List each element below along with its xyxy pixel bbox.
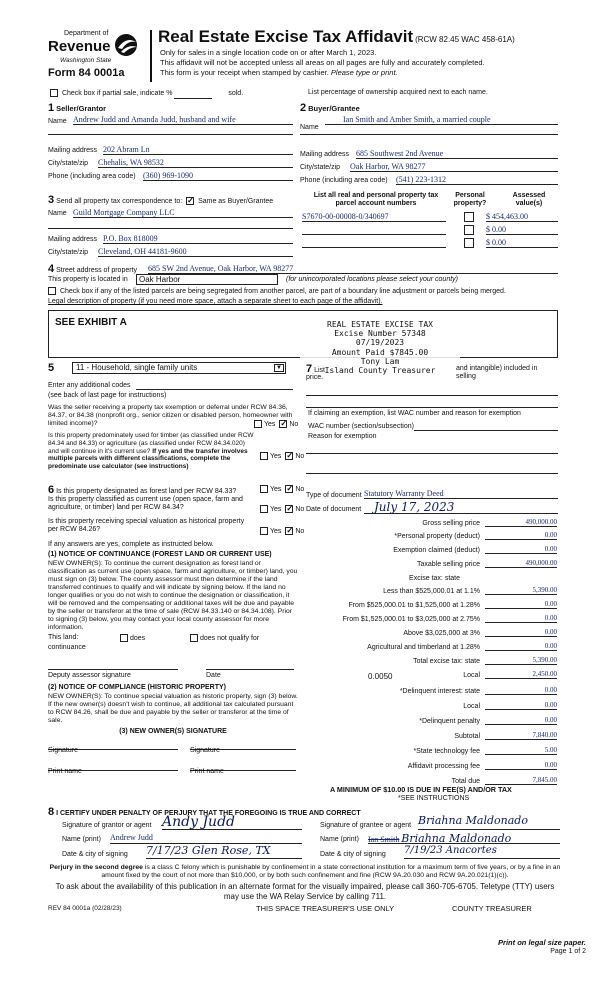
buyer-mail-row [300, 151, 558, 159]
reason-label: Reason for exemption [308, 433, 377, 440]
seller-city-value: Chehalis, WA 98532 [98, 158, 164, 167]
exemption-question-text: Was the seller receiving a property tax exemption or deferral under RCW 84.36, 84.37, or 84.38 (nonprofit org., senior citizen or disabled person, homeowner with limited income)? [48, 404, 293, 428]
logo-state: Washington State [60, 57, 112, 64]
header-line-1: Only for sales in a single location code on or after March 1, 2023. [160, 48, 377, 57]
doc-type-field[interactable] [364, 489, 558, 499]
seller-city-field[interactable] [98, 158, 293, 168]
this-land-label: This land: [48, 634, 79, 641]
delinquent-state-label: *Delinquent interest: state [399, 688, 480, 695]
seller-title: Seller/Grantor [56, 104, 107, 113]
local-label: Local [463, 672, 480, 679]
stamp-line-4: Amount Paid $7845.00 [331, 347, 429, 357]
additional-codes-row [48, 382, 293, 390]
assessed-value-1[interactable] [486, 212, 558, 222]
parcel-row-2[interactable] [302, 225, 446, 235]
logo-dept: Department of [64, 30, 109, 37]
new-owner-signature-title: (3) NEW OWNER(S) SIGNATURE [119, 728, 227, 735]
use-code-value: 11 - Household, single family units [76, 363, 198, 372]
local-value[interactable]: 2,450.00 [485, 670, 557, 679]
excise-state-label: Excise tax: state [409, 575, 460, 582]
penalty-label: *Delinquent penalty [419, 718, 480, 725]
logo [48, 30, 148, 82]
wac-label: WAC number (section/subsection) [308, 423, 414, 430]
forest-yes-label: Yes [270, 485, 282, 493]
grantee-name-field[interactable] [368, 832, 560, 844]
current-use-yes-checkbox[interactable] [260, 505, 268, 513]
see-instructions-note: *SEE INSTRUCTIONS [398, 795, 470, 802]
personal-property-checkbox-1[interactable] [464, 212, 474, 222]
header-divider [150, 30, 152, 82]
forest-no-checkbox[interactable]: ✓ [286, 484, 294, 493]
grantee-date-row [320, 845, 560, 859]
if-yes-note: If any answers are yes, complete as instructed below. [48, 541, 214, 548]
section7-tail: and intangible) included in selling [456, 365, 538, 381]
partial-sale-label: Check box if partial sale, indicate % [61, 89, 173, 97]
section8-num: 8 [48, 806, 55, 818]
historic-question: Is this property receiving special valuation as historical property per RCW 84.26? [48, 518, 245, 534]
legal-size-note: Print on legal size paper. [498, 938, 586, 947]
stamp-line-3: 07/19/2023 [355, 338, 405, 348]
land-does-label: does [130, 634, 146, 642]
grantor-signature-value: Andy Judd [162, 814, 236, 830]
parcel-number-1: S7670-00-00008-0/340697 [302, 212, 389, 221]
ownership-note: List percentage of ownership acquired next to each name. [308, 89, 488, 96]
current-use-yes-label: Yes [270, 505, 282, 513]
grantor-name-label: Name (print) [62, 836, 101, 843]
legal-description-label: Legal description of property (if you need more space, attach a separate sheet to each page of the affidavit). [48, 298, 383, 305]
section3-city-field[interactable] [98, 247, 293, 257]
current-use-question: Is this property classified as current use (open space, farm and agriculture, or timber) land per RCW 84.34? [48, 496, 243, 512]
section5-num: 5 [48, 362, 55, 374]
land-does-not-label: does not qualify for [200, 634, 260, 642]
buyer-name-label: Name [300, 124, 319, 131]
bracket-3-label: From $1,525,000.01 to $3,025,000 at 2.75% [342, 616, 480, 623]
exemption-yes-no [252, 420, 298, 429]
forest-yes-no [258, 485, 304, 494]
notice-compliance-text: NEW OWNER(S): To continue special valuation as historic property, sign (3) below. If the new owner(s) doesn't wish to continue, all additional tax calculated pursuant to RCW 84.26, shall be due and payable by the seller or transferor at the time of sale. [48, 693, 298, 725]
section3-text: Send all property tax correspondence to: [56, 198, 183, 205]
perjury-bold: Perjury in the second degree [49, 864, 143, 871]
reason-line-1[interactable] [306, 446, 558, 454]
new-owner-print-label-2: Print name [190, 768, 224, 775]
total-due-value[interactable]: 7,845.00 [485, 776, 557, 785]
section3-city-row [48, 249, 293, 257]
grantor-date-field[interactable] [146, 844, 302, 859]
parcel-list-heading: List all real and personal property tax parcel account numbers [313, 192, 439, 208]
section3-city-label: City/state/zip [48, 249, 89, 256]
exemption-yes-label: Yes [264, 420, 276, 428]
form-title-block [158, 27, 578, 47]
timber-yes-label: Yes [270, 452, 282, 460]
partial-sold: sold. [228, 89, 244, 97]
buyer-name-row [300, 115, 558, 132]
seller-name-field[interactable] [73, 115, 293, 125]
assessed-value-3[interactable] [486, 238, 558, 248]
alternate-format-note: To ask about the availability of this publication in an alternate format for the visually impaired, please call 360-705-6705. Teletype (TTY) users may use the WA Relay Service by calling 711. [55, 882, 555, 901]
timber-question-text: Is this property predominately used for timber (as classified under RCW 84.34 and 84.33) or agriculture (as classified under RCW 84.34.020) and will continue in it's current use? [48, 432, 254, 455]
exhibit-text: SEE EXHIBIT A [55, 317, 127, 328]
partial-sale-checkbox[interactable] [50, 89, 58, 97]
parcel-row-1[interactable] [302, 212, 446, 222]
personal-property-checkbox-3[interactable] [464, 238, 474, 248]
doc-type-value: Statutory Warranty Deed [364, 489, 444, 498]
buyer-heading [300, 102, 360, 115]
grantee-signature-label: Signature of grantee or agent [320, 822, 412, 829]
section7-num: 7 [306, 363, 313, 375]
bracket-4-value[interactable]: 0.00 [485, 628, 557, 637]
grantor-signature-label: Signature of grantor or agent [62, 822, 152, 829]
seller-mail-field[interactable] [103, 145, 293, 155]
additional-codes-label: Enter any additional codes [48, 382, 131, 389]
seller-mail-value: 202 Abram Ln [103, 145, 150, 154]
wac-row [308, 423, 558, 431]
treasurer-use-only: THIS SPACE TREASURER'S USE ONLY [256, 904, 395, 913]
same-as-buyer-label: Same as Buyer/Grantee [198, 198, 274, 205]
current-use-no-checkbox[interactable]: ✓ [286, 504, 294, 513]
historic-yes-no [258, 527, 304, 536]
section7-line-1[interactable] [306, 388, 558, 396]
buyer-city-field[interactable] [350, 162, 558, 172]
tech-fee-value[interactable]: 5.00 [485, 746, 557, 755]
section3-extra-line [48, 228, 293, 229]
exemption-claimed-label: Exemption claimed (deduct) [393, 547, 480, 554]
use-code-select[interactable] [72, 362, 286, 374]
deputy-date-line[interactable] [206, 664, 294, 670]
buyer-mail-field[interactable] [356, 149, 558, 159]
assessed-value-2-text: $ 0.00 [486, 225, 506, 234]
local-rate: 0.0050 [368, 672, 393, 681]
located-row [48, 276, 558, 284]
grantee-signature-row [320, 814, 560, 830]
bracket-3-value[interactable]: 0.00 [485, 614, 557, 623]
buyer-phone-row [300, 177, 558, 185]
buyer-mail-value: 685 Southwest 2nd Avenue [356, 149, 444, 158]
location-select[interactable] [136, 274, 278, 285]
assessed-value-1-text: $ 454,463.00 [486, 212, 528, 221]
grantee-date-value: 7/19/23 Anacortes [404, 845, 497, 856]
agricultural-label: Agricultural and timberland at 1.28% [367, 644, 480, 651]
land-does-not-checkbox[interactable] [190, 634, 198, 642]
forest-no-label: No [295, 485, 305, 493]
street-address-label: Street address of property [56, 267, 138, 274]
section3-mail-field[interactable] [103, 234, 293, 244]
doc-date-label: Date of document [306, 506, 362, 513]
grantor-name-value: Andrew Judd [110, 833, 153, 842]
seller-name-label: Name [48, 118, 67, 125]
segregated-row [48, 287, 568, 296]
new-owner-sig-label-2: Signature [190, 747, 220, 754]
gross-label: Gross selling price [422, 520, 480, 527]
section3-city-value: Cleveland, OH 44181-9600 [98, 247, 187, 256]
this-land-row [48, 634, 298, 642]
section7-list: List [314, 367, 325, 374]
seller-mail-label: Mailing address [48, 147, 98, 154]
parcel-row-3[interactable] [302, 238, 446, 248]
segregated-label: Check box if any of the listed parcels are being segregated from another parcel, are part of a boundary line adjustment or parcels being merged. [59, 287, 506, 295]
seller-extra-line [48, 134, 293, 135]
stamp-line-6: Island County Treasurer [324, 365, 436, 375]
section3-name-label: Name [48, 210, 67, 217]
section3-mail-value: P.O. Box 818009 [103, 234, 158, 243]
assessed-value-heading: Assessed value(s) [512, 192, 546, 208]
bracket-4-label: Above $3,025,000 at 3% [403, 630, 480, 637]
grantor-date-row [62, 844, 302, 859]
seller-num: 1 [48, 102, 55, 114]
timber-yes-checkbox[interactable] [260, 452, 268, 460]
deputy-signature-line[interactable] [48, 664, 178, 670]
doc-date-row [306, 500, 558, 514]
section7-price: price. [306, 374, 324, 381]
logo-swirl-icon [112, 32, 140, 58]
form-number: Form 84 0001a [48, 67, 125, 79]
buyer-phone-field[interactable] [396, 175, 558, 185]
logo-revenue: Revenue [48, 38, 111, 55]
minimum-due-note: A MINIMUM OF $10.00 IS DUE IN FEE(S) AND/OR TAX [330, 785, 512, 794]
header-line-3 [160, 68, 398, 77]
affidavit-fee-label: Affidavit processing fee [407, 763, 480, 770]
location-select-value: Oak Harbor [139, 275, 181, 284]
taxable-label: Taxable selling price [416, 561, 480, 568]
current-use-yes-no [258, 505, 304, 514]
subtotal-value[interactable]: 7,840.00 [485, 731, 557, 740]
historic-yes-checkbox[interactable] [260, 527, 268, 535]
deputy-date-label: Date [206, 672, 221, 679]
header-line-3a: This form is your receipt when stamped by cashier. [160, 68, 331, 77]
grantor-date-label: Date & city of signing [62, 851, 128, 858]
personal-property-checkbox-2[interactable] [464, 225, 474, 235]
timber-yes-no [258, 452, 304, 461]
section3-name-row [48, 210, 293, 218]
exemption-yes-checkbox[interactable] [254, 420, 262, 428]
bracket-2-label: From $525,000.01 to $1,525,000 at 1.28% [348, 602, 480, 609]
timber-question [48, 432, 256, 471]
grantor-date-value: 7/17/23 Glen Rose, TX [146, 844, 271, 857]
notice-continuance-text: NEW OWNER(S): To continue the current designation as forest land or classification as current use (open space, farm and agriculture, or timber) land, you must sign on (3) below. The county assessor must then determine if the land transferred continues to qualify and will indicate by signing below. If the land no longer qualifies or you do not wish to continue the designation or classification, it will be removed and the compensating or additional taxes will be due and payable by the seller or transferor at the time of sale (RCW 84.33.140 or 84.34.108). Prior to signing (3) below, you may contact your local county assessor for more information. [48, 560, 298, 632]
grantee-signature-field[interactable] [418, 814, 560, 830]
section3-name-field[interactable] [73, 208, 293, 218]
buyer-name-value: Ian Smith and Amber Smith, a married couple [343, 115, 491, 124]
seller-phone-value: (360) 969-1090 [143, 171, 193, 180]
section3-mail-label: Mailing address [48, 236, 98, 243]
street-address-value: 685 SW 2nd Avenue, Oak Harbor, WA 98277 [148, 264, 294, 273]
buyer-mail-label: Mailing address [300, 151, 350, 158]
buyer-phone-label: Phone (including area code) [300, 177, 388, 184]
assessed-value-2[interactable] [486, 225, 558, 235]
new-owner-print-label-1: Print name [48, 768, 82, 775]
stamp-line-1: REAL ESTATE EXCISE TAX [327, 320, 433, 329]
timber-no-label: No [295, 452, 305, 460]
located-label: This property is located in [48, 276, 128, 283]
continuance-label: continuance [48, 644, 86, 651]
section4-num: 4 [48, 263, 55, 275]
buyer-name-field[interactable] [325, 115, 558, 125]
grantee-name-value: Briahna Maldonado [401, 832, 512, 845]
current-use-no-label: No [295, 505, 305, 513]
buyer-phone-value: (541) 223-1312 [396, 175, 446, 184]
bracket-2-value[interactable]: 0.00 [485, 600, 557, 609]
partial-sale-row [48, 89, 243, 99]
delinquent-local-value[interactable]: 0.00 [485, 701, 557, 710]
exemption-wac-heading: If claiming an exemption, list WAC number and reason for exemption [308, 410, 521, 417]
certify-text: I CERTIFY UNDER PENALTY OF PERJURY THAT THE FOREGOING IS TRUE AND CORRECT [56, 810, 361, 817]
timber-question-bold: If yes and the transfer involves multiple parcels with different classifications, complete the predominate use calculator (see instructions) [48, 447, 248, 471]
grantee-name-struck: Ian Smith [368, 835, 400, 844]
stamp-line-5: Tony Lam [360, 356, 400, 366]
unincorporated-note: (for unincorporated locations please select your county) [286, 276, 458, 283]
seller-phone-field[interactable] [143, 171, 293, 181]
gross-value[interactable]: 490,000.00 [485, 518, 557, 527]
doc-date-value: July 17, 2023 [374, 500, 455, 514]
new-owner-sig-label-1: Signature [48, 747, 78, 754]
grantee-date-label: Date & city of signing [320, 851, 386, 858]
section3-mail-row [48, 236, 293, 244]
section7-line-2[interactable] [306, 400, 558, 408]
personal-value[interactable]: 0.00 [485, 531, 557, 540]
section4-street-row [48, 263, 558, 276]
historic-no-checkbox[interactable]: ✓ [286, 526, 294, 535]
grantor-signature-row [62, 814, 302, 830]
section3-heading [48, 194, 273, 207]
delinquent-state-value[interactable]: 0.00 [485, 686, 557, 695]
tech-fee-label: *State technology fee [413, 748, 480, 755]
buyer-city-label: City/state/zip [300, 164, 341, 171]
reason-line-2[interactable] [306, 466, 558, 474]
grantor-signature-field[interactable] [162, 814, 302, 830]
revision-code: REV 84 0001a (02/28/23) [48, 905, 122, 912]
seller-phone-row [48, 173, 293, 181]
grantee-date-field[interactable] [404, 845, 560, 859]
seller-phone-label: Phone (including area code) [48, 173, 136, 180]
street-address-field[interactable] [148, 264, 558, 274]
section3-num: 3 [48, 194, 55, 206]
delinquent-local-label: Local [463, 703, 480, 710]
dropdown-arrow-icon[interactable]: ▼ [274, 364, 284, 372]
stamp-line-2: Excise Number 57348 [334, 329, 426, 339]
forest-question-text: Is this property designated as forest land per RCW 84.33? [56, 488, 237, 495]
doc-date-field[interactable] [364, 500, 558, 514]
subtotal-label: Subtotal [454, 733, 480, 740]
affidavit-fee-value[interactable]: 0.00 [485, 761, 557, 770]
personal-property-heading: Personal property? [453, 192, 487, 208]
historic-yes-label: Yes [270, 527, 282, 535]
grantee-signature-value: Briahna Maldonado [418, 814, 528, 827]
notice-continuance-title: (1) NOTICE OF CONTINUANCE (FOREST LAND OR CURRENT USE) [48, 551, 272, 558]
grantee-name-row [320, 832, 560, 845]
wac-field[interactable] [414, 422, 558, 431]
exemption-no-checkbox[interactable]: ✓ [280, 419, 288, 428]
section6-num: 6 [48, 484, 55, 496]
county-treasurer: COUNTY TREASURER [452, 904, 532, 913]
seller-mail-row [48, 147, 293, 155]
forest-yes-checkbox[interactable] [260, 485, 268, 493]
segregated-checkbox[interactable] [48, 287, 56, 295]
land-does-checkbox[interactable] [120, 634, 128, 642]
perjury-text: is a class C felony which is punishable by confinement in a state correctional institution for a maximum term of five years, or by a fine in an amount fixed by the court of not more than $10,000, or by both such confinement and fine (RCW 9A.20.030 and RCW 9A.20.021(1)(c)). [101, 864, 561, 880]
buyer-title: Buyer/Grantee [308, 104, 360, 113]
buyer-extra-line [300, 134, 558, 135]
additional-codes-note: (see back of last page for instructions) [48, 392, 167, 399]
seller-city-row [48, 160, 293, 168]
header-line-3b: Please type or print. [330, 68, 398, 77]
seller-heading [48, 102, 106, 115]
bracket-1-label: Less than $525,000.01 at 1.1% [383, 588, 480, 595]
form-title: Real Estate Excise Tax Affidavit [158, 27, 414, 46]
page-number: Page 1 of 2 [550, 948, 586, 955]
historic-no-label: No [295, 527, 305, 535]
penalty-value[interactable]: 0.00 [485, 716, 557, 725]
taxable-value[interactable]: 490,000.00 [485, 559, 557, 568]
grantee-name-label: Name (print) [320, 836, 359, 843]
header-line-2: This affidavit will not be accepted unless all areas on all pages are fully and accurately completed. [160, 58, 485, 67]
seller-name-row [48, 115, 293, 126]
total-state-value[interactable]: 5,390.00 [485, 656, 557, 665]
total-due-label: Total due [451, 778, 480, 785]
same-as-buyer-checkbox[interactable]: ✓ [187, 196, 194, 206]
timber-no-checkbox[interactable]: ✓ [286, 451, 294, 460]
perjury-note [40, 864, 570, 880]
personal-label: *Personal property (deduct) [394, 533, 480, 540]
buyer-city-row [300, 164, 558, 172]
deputy-signature-label: Deputy assessor signature [48, 672, 131, 679]
partial-percent-field[interactable] [174, 90, 212, 99]
buyer-city-value: Oak Harbor, WA 98277 [350, 162, 426, 171]
assessed-value-3-text: $ 0.00 [486, 238, 506, 247]
additional-codes-field[interactable] [136, 381, 293, 390]
doc-type-label: Type of document [306, 492, 362, 499]
exemption-claimed-value[interactable]: 0.00 [485, 545, 557, 554]
bracket-1-value[interactable]: 5,390.00 [485, 586, 557, 595]
section3-name-value: Guild Mortgage Company LLC [73, 208, 175, 217]
seller-name-value: Andrew Judd and Amanda Judd, husband and wife [73, 115, 236, 124]
total-state-label: Total excise tax: state [413, 658, 480, 665]
notice-compliance-title: (2) NOTICE OF COMPLIANCE (HISTORIC PROPERTY) [48, 684, 226, 691]
exemption-no-label: No [289, 420, 299, 428]
buyer-num: 2 [300, 102, 307, 114]
grantor-name-field[interactable] [110, 833, 302, 844]
seller-city-label: City/state/zip [48, 160, 89, 167]
form-rcw: (RCW 82.45 WAC 458-61A) [415, 35, 515, 44]
agricultural-value[interactable]: 0.00 [485, 642, 557, 651]
